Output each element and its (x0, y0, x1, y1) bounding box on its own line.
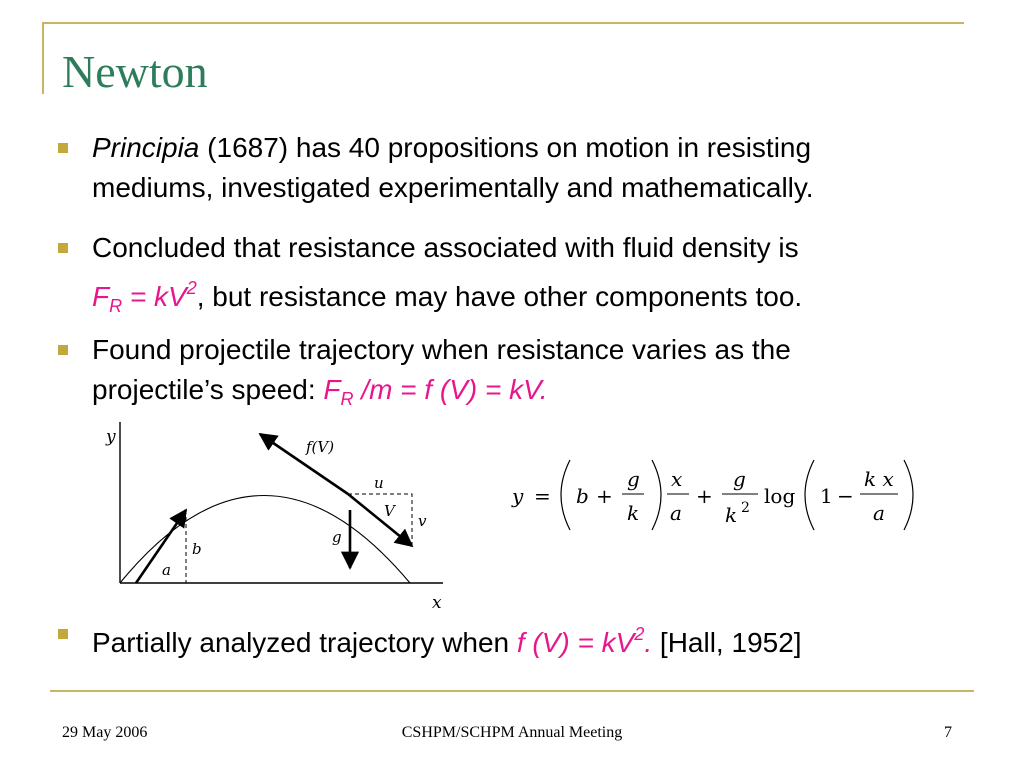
eq-paren-open (561, 460, 570, 530)
eq-equals: = (534, 484, 551, 508)
bullet-line1: Found projectile trajectory when resistance varies as the (92, 334, 791, 365)
eq-k1: k (627, 501, 640, 525)
y-axis-label: y (106, 427, 116, 447)
resistance-arrow (260, 434, 348, 494)
eq-k2: k (725, 503, 738, 527)
formula-sup: 2 (186, 278, 197, 298)
velocity-arrow (348, 494, 412, 546)
footer-date: 29 May 2006 (62, 724, 148, 741)
bullet-square-icon (58, 143, 68, 153)
bullet-text (92, 330, 1008, 419)
footer-page-number: 7 (944, 724, 952, 741)
formula-fr-m (323, 374, 548, 409)
force-label: f(V) (306, 438, 335, 456)
b-label: b (192, 540, 202, 558)
formula-sub-r: R (340, 389, 354, 409)
u-label: u (374, 474, 384, 492)
initial-velocity-arrow (136, 510, 186, 583)
bullet-line2: mediums, investigated experimentally and mathematically. (92, 172, 814, 203)
bullet-partial (58, 614, 1008, 663)
eq-paren-close2 (904, 460, 913, 530)
formula-f: F (323, 374, 341, 405)
eq-b: b (576, 484, 589, 508)
formula-sub-r: R (109, 296, 123, 316)
bullet-square-icon (58, 345, 68, 355)
eq-x: x (671, 467, 683, 491)
formula-main: f (V) = kV (516, 627, 635, 658)
angle-a-label: a (162, 561, 171, 579)
bullet-text (92, 228, 1008, 326)
eq-minus: − (837, 484, 854, 508)
g-label: g (332, 528, 342, 546)
eq-a2: a (873, 501, 885, 525)
eq-paren-close (652, 460, 661, 530)
eq-g1: g (627, 467, 640, 491)
bullet-lead: Partially analyzed trajectory when (92, 627, 517, 658)
frame-top-line (42, 22, 964, 24)
eq-one: 1 (820, 484, 833, 508)
bullet-principia (58, 128, 1008, 208)
eq-exp: 2 (741, 500, 750, 516)
bullet-text (92, 128, 1008, 208)
citation: [Hall, 1952] (652, 627, 802, 658)
principia-italic: Principia (92, 132, 200, 163)
eq-paren-open2 (805, 460, 814, 530)
formula-sup: 2 (634, 624, 645, 644)
eq-a1: a (670, 501, 682, 525)
bullet-line2-lead: projectile’s speed: (92, 374, 324, 405)
bullet-rest: , but resistance may have other components too. (196, 281, 803, 312)
eq-plus2: + (696, 484, 713, 508)
bullet-square-icon (58, 629, 68, 639)
eq-g2: g (733, 467, 746, 491)
footer-meeting: CSHPM/SCHPM Annual Meeting (401, 724, 623, 741)
bullet-text (92, 614, 1008, 663)
formula-dot: . (644, 627, 653, 658)
speed-V-label: V (384, 502, 395, 520)
formula-rest: /m = f (V) = kV. (353, 374, 548, 405)
v-label: v (418, 512, 427, 530)
frame-left-line (42, 22, 44, 94)
eq-y: y (512, 484, 524, 508)
formula-eq: = kV (122, 281, 187, 312)
slide-title: Newton (62, 46, 208, 97)
trajectory-figure (98, 418, 460, 614)
bullet-trajectory (58, 330, 1008, 419)
bullet-line1-rest: (1687) has 40 propositions on motion in resisting (199, 132, 812, 163)
eq-kx: k x (864, 467, 894, 491)
x-axis-label: x (432, 593, 442, 613)
bullet-resistance (58, 228, 1008, 326)
formula-f: F (92, 281, 110, 312)
trajectory-equation (506, 456, 926, 534)
eq-plus1: + (596, 484, 613, 508)
eq-log: log (764, 484, 796, 508)
footer-rule (50, 690, 974, 692)
bullet-square-icon (58, 243, 68, 253)
bullet-line1: Concluded that resistance associated with fluid density is (92, 232, 799, 263)
formula-fr-kv2 (92, 278, 197, 316)
formula-fv-kv2 (516, 624, 653, 658)
